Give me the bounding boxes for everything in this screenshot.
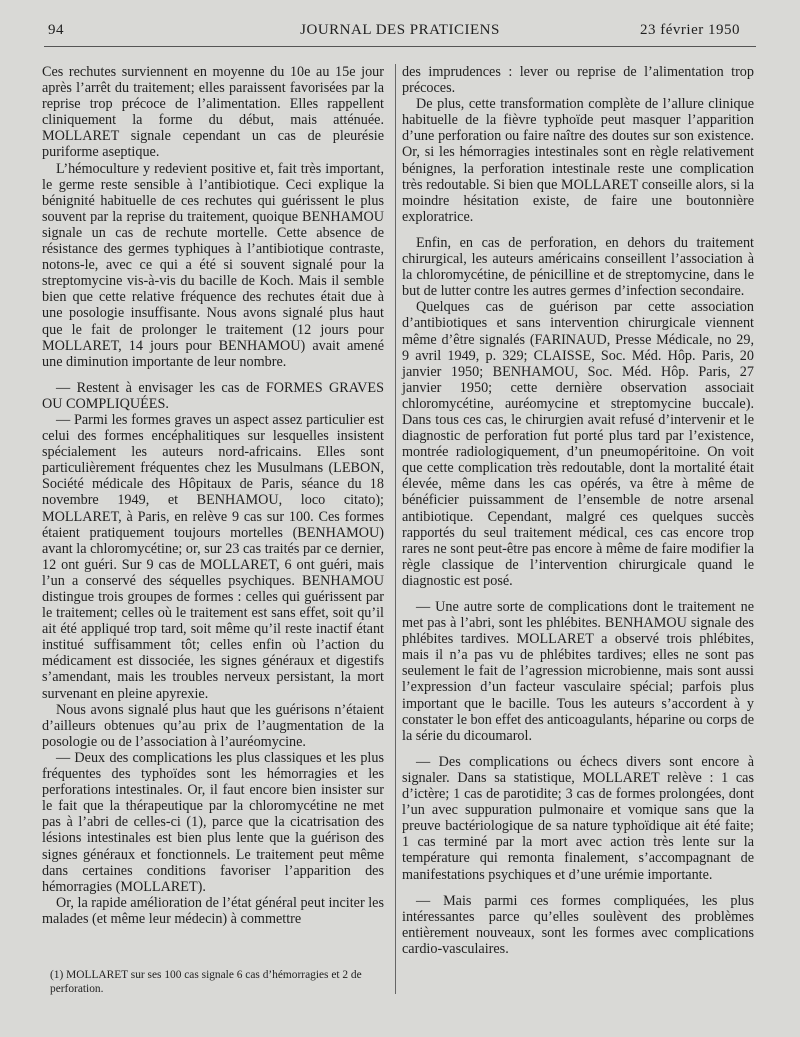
footnote: (1) MOLLARET sur ses 100 cas signale 6 cas d’hémorragies et 2 de perforation. [50, 969, 362, 995]
paragraph: Or, la rapide amélioration de l’état général peut inciter les malades (et même leur médecin) à commettre [42, 894, 384, 927]
right-column [402, 64, 754, 957]
paragraph: — Une autre sorte de complications dont le traitement ne met pas à l’abri, sont les phlébites. BENHAMOU signale des phlébites tardives. MOLLARET a observé trois phlébites, mais il n’a pas vu de phlébites tardives; elles ne sont pas seulement le fait de l’agression microbienne, mais sont aussi l’expression d’un facteur vasculaire spécial; parfois plus important que le bacille. Tous les auteurs s’accordent à y constater le bon effet des anticoagulants, héparine ou corps de la série du dicoumarol. [402, 599, 754, 744]
paragraph: Enfin, en cas de perforation, en dehors du traitement chirurgical, les auteurs américains conseillent l’association à la chloromycétine, de pénicilline et de streptomycine, dans le but de lutter contre les autres germes d’infection secondaire. [402, 234, 754, 300]
paragraph: — Parmi les formes graves un aspect assez particulier est celui des formes encéphalitiques sur lesquelles insistent spécialement les auteurs nord-africains. Elles sont particulièrement fréquentes chez les Musulmans (LEBON, Société médicale des Hôpitaux de Paris, séance du 18 novembre 1949, et BENHAMOU, loco citato); MOLLARET, à Paris, en relève 9 cas sur 100. Ces formes étaient pratiquement toujours mortelles (BENHAMOU) avant la chloromycétine; or, sur 23 cas traités par ce dernier, 12 ont guéri. Sur 9 cas de MOLLARET, 6 ont guéri, mais l’un a conservé des séquelles psychiques. BENHAMOU distingue trois groupes de formes : celles qui guérissent par le traitement; celles où le traitement est sans effet, soit qu’il ait été appliqué trop tard, soit même qu’il reste inactif étant institué suffisamment tôt; celles enfin où l’action du médicament est dissociée, les signes généraux et digestifs s’amendant, mais les troubles nerveux persistant, la mort survenant en pleine apyrexie. [42, 411, 384, 702]
paragraph: des imprudences : lever ou reprise de l’alimentation trop précoces. [402, 64, 754, 97]
section-intro: — Restent à envisager les cas de FORMES GRAVES OU COMPLIQUÉES. [42, 379, 384, 412]
running-header [40, 22, 760, 44]
paragraph: — Mais parmi ces formes compliquées, les plus intéressantes parce qu’elles soulèvent des problèmes entièrement nouveaux, sont les formes avec complications cardio-vasculaires. [402, 892, 754, 957]
column-divider [395, 64, 396, 994]
left-column [42, 64, 384, 927]
paragraph: De plus, cette transformation complète de l’allure clinique habituelle de la fièvre typhoïde peut masquer l’apparition d’une perforation ou faire naître des doutes sur son existence. Or, si les hémorragies intestinales sont en règle relativement bénignes, la perforation intestinale reste une complication très redoutable. Si bien que MOLLARET conseille alors, si la moindre hésitation existe, de faire une boutonnière exploratrice. [402, 96, 754, 225]
paragraph: Nous avons signalé plus haut que les guérisons n’étaient d’ailleurs obtenues qu’au prix de l’augmentation de la posologie ou de l’association à l’auréomycine. [42, 701, 384, 750]
paragraph: L’hémoculture y redevient positive et, fait très important, le germe reste sensible à l’antibiotique. Ceci explique la bénignité habituelle de ces rechutes qui guérissent le plus souvent par la reprise du traitement, quoique BENHAMOU signale un cas de rechute mortelle. Cette absence de résistance des germes typhiques à l’antibiotique contraste, notons-le, avec ce qui a été si souvent signalé pour la streptomycine vis-à-vis du bacille de Koch. Mais il semble bien que cette relative fréquence des rechutes était due à une posologie insuffisante. Nous avons signalé plus haut que le fait de prolonger le traitement (12 jours pour MOLLARET, 14 jours pour BENHAMOU) avait amené une diminution importante de leur nombre. [42, 160, 384, 370]
paragraph: — Deux des complications les plus classiques et les plus fréquentes des typhoïdes sont les hémorragies et les perforations intestinales. Or, il faut encore bien insister sur le fait que la thérapeutique par la chloromycétine ne met pas à l’abri de celles-ci (1), parce que la cicatrisation des lésions intestinales est bien plus lente que la guérison des signes généraux et fonctionnels. Le traitement peut même dans certaines conditions favoriser l’apparition des hémorragies (MOLLARET). [42, 749, 384, 895]
page-number: 94 [48, 22, 64, 38]
header-rule [44, 46, 756, 47]
paragraph: Ces rechutes surviennent en moyenne du 10e au 15e jour après l’arrêt du traitement; elles paraissent favorisées par la reprise trop précoce de l’alimentation. Elles rappellent cliniquement la forme du début, mais atténuée. MOLLARET signale cependant un cas de pleurésie puriforme aseptique. [42, 64, 384, 161]
journal-title: JOURNAL DES PRATICIENS [300, 22, 500, 38]
paragraph: Quelques cas de guérison par cette association d’antibiotiques et sans intervention chirurgicale viennent même d’être signalés (FARINAUD, Presse Médicale, no 29, 9 avril 1949, p. 329; CLAISSE, Soc. Méd. Hôp. Paris, 20 janvier 1950; BENHAMOU, Soc. Méd. Hôp. Paris, 27 janvier 1950; cette dernière observation associait chloromycétine, auréomycine et streptomycine buccale). Dans tous ces cas, le chirurgien avait refusé d’intervenir et le diagnostic de perforation fut porté plus tard par l’existence, montrée radiologiquement, d’un pneumopéritoine. On voit que cette complication très redoutable, dont la mortalité était élevée, même dans les cas opérés, va être à même de bénéficier puissamment de l’ensemble de notre arsenal antibiotique. Cependant, malgré ces quelques succès rapportés du seul traitement médical, ces cas encore trop rares ne sont peut-être pas encore à même de faire modifier la règle classique de l’intervention chirurgicale quand le diagnostic est posé. [402, 299, 754, 589]
issue-date: 23 février 1950 [640, 22, 740, 38]
paragraph: — Des complications ou échecs divers sont encore à signaler. Dans sa statistique, MOLLARET relève : 1 cas d’ictère; 1 cas de parotidite; 3 cas de formes prolongées, dont l’un avec suppuration pulmonaire et vomique sans que la preuve bactériologique de sa nature typhoïdique ait été faite; 1 cas terminé par la mort avec action très lente sur la température qui remonta finalement, s’accompagnant de manifestations psychiques et d’une urémie importante. [402, 753, 754, 883]
